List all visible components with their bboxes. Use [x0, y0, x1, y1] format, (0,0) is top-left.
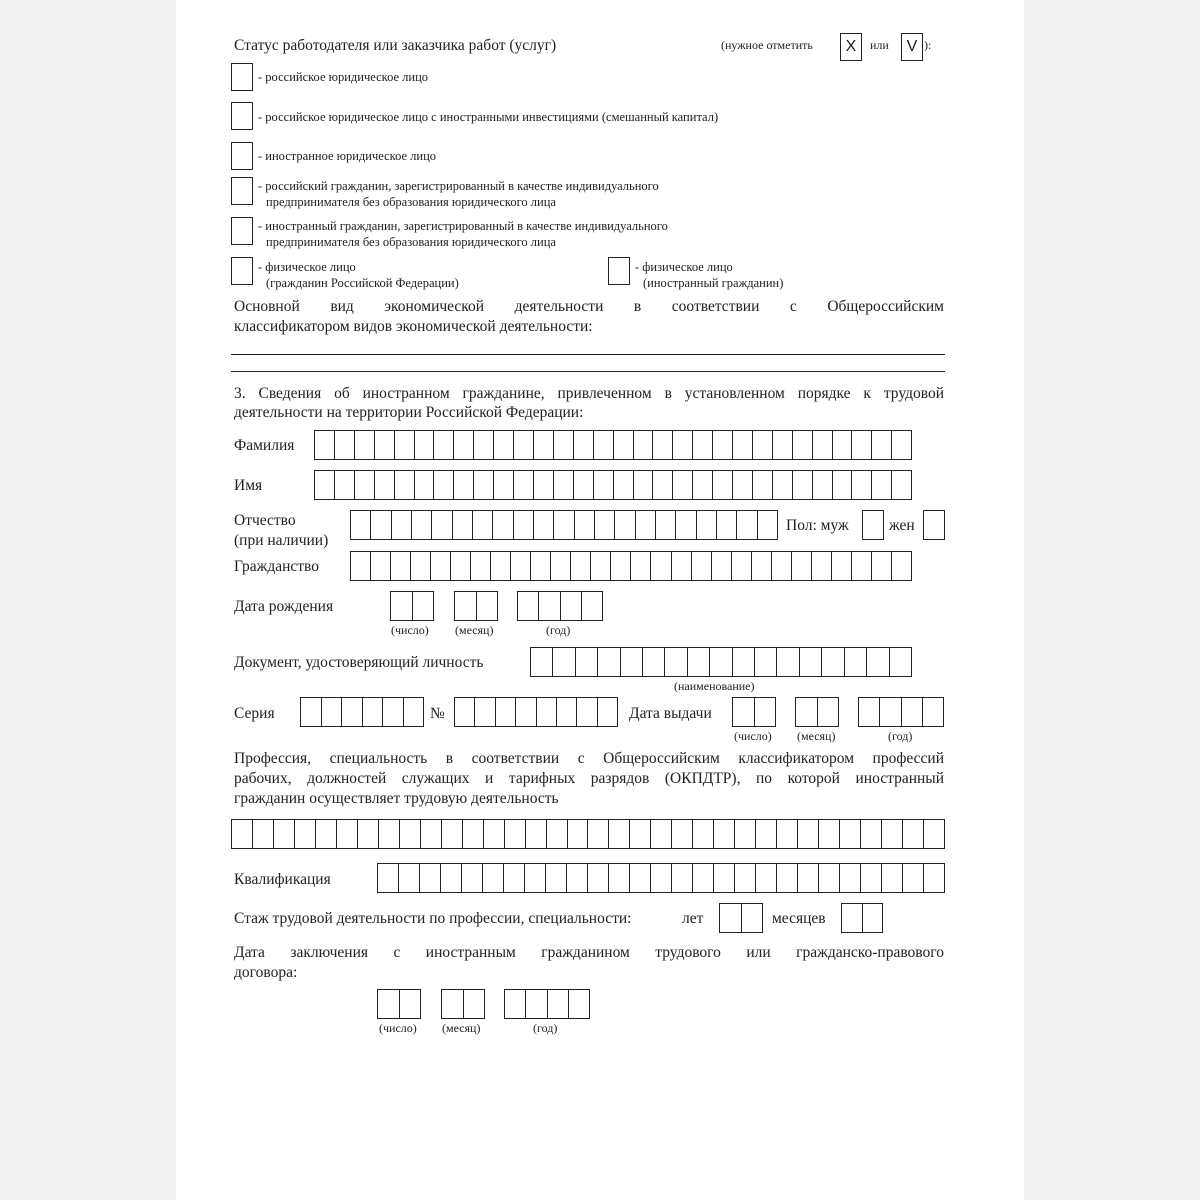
month-caption: (месяц)	[442, 1021, 481, 1035]
sex-female-label: жен	[889, 517, 915, 534]
contract-date-label-line2: договора:	[234, 964, 298, 981]
sex-label: Пол: муж	[786, 517, 849, 534]
status-option-label: - иностранное юридическое лицо	[258, 149, 437, 163]
patronymic-sublabel: (при наличии)	[234, 532, 329, 549]
day-caption: (число)	[391, 623, 429, 637]
status-option-label: предпринимателя без образования юридического лица	[266, 195, 556, 209]
status-option-label: (гражданин Российской Федерации)	[266, 276, 459, 290]
patronymic-label: Отчество	[234, 512, 296, 529]
id-doc-field[interactable]	[530, 647, 912, 677]
issue-date-day-field[interactable]	[732, 697, 776, 727]
status-checkbox-individual-russian[interactable]	[231, 257, 253, 285]
section3-heading-line2: деятельности на территории Российской Федерации:	[234, 404, 584, 421]
number-label: №	[430, 705, 445, 722]
birthdate-month-field[interactable]	[454, 591, 498, 621]
experience-years-field[interactable]	[719, 903, 763, 933]
status-option-label: - физическое лицо	[258, 260, 356, 274]
profession-label-line1: Профессия, специальность в соответствии с Общероссийским классификатором профессий	[234, 750, 944, 767]
birthdate-year-field[interactable]	[517, 591, 603, 621]
profession-field[interactable]	[231, 819, 945, 849]
status-option-label: - иностранный гражданин, зарегистрированный в качестве индивидуального	[258, 219, 668, 233]
mark-x-sample: X	[840, 33, 862, 61]
series-label: Серия	[234, 705, 275, 722]
status-option-label: - российское юридическое лицо	[258, 70, 429, 84]
contract-date-year-field[interactable]	[504, 989, 590, 1019]
status-title: Статус работодателя или заказчика работ (услуг)	[234, 37, 557, 54]
section3-heading-line1: 3. Сведения об иностранном гражданине, привлеченном в установленном порядке к трудовой	[234, 385, 944, 402]
name-label: Имя	[234, 477, 263, 494]
issue-date-year-field[interactable]	[858, 697, 944, 727]
patronymic-field[interactable]	[350, 510, 778, 540]
experience-months-label: месяцев	[772, 910, 826, 927]
sex-female-checkbox[interactable]	[923, 510, 945, 540]
citizenship-field[interactable]	[350, 551, 912, 581]
qualification-label: Квалификация	[234, 871, 331, 888]
birthdate-day-field[interactable]	[390, 591, 434, 621]
status-checkbox-foreign-entrepreneur[interactable]	[231, 217, 253, 245]
year-caption: (год)	[546, 623, 571, 637]
okved-input-line[interactable]	[231, 354, 945, 355]
experience-months-field[interactable]	[841, 903, 883, 933]
status-option-label: - физическое лицо	[635, 260, 733, 274]
sex-male-checkbox[interactable]	[862, 510, 884, 540]
profession-label-line3: гражданин осуществляет трудовую деятельность	[234, 790, 559, 807]
month-caption: (месяц)	[797, 729, 836, 743]
okved-label-line1: Основной вид экономической деятельности в соответствии с Общероссийским	[234, 298, 944, 315]
experience-label: Стаж трудовой деятельности по профессии, специальности:	[234, 910, 632, 927]
year-caption: (год)	[533, 1021, 558, 1035]
okved-label-line2: классификатором видов экономической деятельности:	[234, 318, 593, 335]
mark-hint-prefix: (нужное отметить	[721, 38, 813, 52]
status-checkbox-russian-legal-foreign-invest[interactable]	[231, 102, 253, 130]
id-doc-caption: (наименование)	[674, 679, 755, 693]
mark-or: или	[870, 38, 889, 52]
section-divider	[231, 371, 945, 372]
mark-hint-suffix: ):	[924, 38, 932, 52]
status-checkbox-foreign-legal[interactable]	[231, 142, 253, 170]
month-caption: (месяц)	[455, 623, 494, 637]
status-checkbox-russian-legal[interactable]	[231, 63, 253, 91]
experience-years-label: лет	[682, 910, 704, 927]
number-field[interactable]	[454, 697, 618, 727]
status-option-label: (иностранный гражданин)	[643, 276, 784, 290]
year-caption: (год)	[888, 729, 913, 743]
contract-date-label-line1: Дата заключения с иностранным гражданином трудового или гражданско-правового	[234, 944, 944, 961]
status-option-label: предпринимателя без образования юридического лица	[266, 235, 556, 249]
series-field[interactable]	[300, 697, 424, 727]
surname-label: Фамилия	[234, 437, 295, 454]
profession-label-line2: рабочих, должностей служащих и тарифных разрядов (ОКПДТР), по которой иностранный	[234, 770, 944, 787]
day-caption: (число)	[379, 1021, 417, 1035]
name-field[interactable]	[314, 470, 912, 500]
status-checkbox-individual-foreign[interactable]	[608, 257, 630, 285]
contract-date-month-field[interactable]	[441, 989, 485, 1019]
surname-field[interactable]	[314, 430, 912, 460]
contract-date-day-field[interactable]	[377, 989, 421, 1019]
issue-date-month-field[interactable]	[795, 697, 839, 727]
qualification-field[interactable]	[377, 863, 945, 893]
citizenship-label: Гражданство	[234, 558, 320, 575]
status-option-label: - российский гражданин, зарегистрированный в качестве индивидуального	[258, 179, 659, 193]
issue-date-label: Дата выдачи	[629, 705, 712, 722]
day-caption: (число)	[734, 729, 772, 743]
id-doc-label: Документ, удостоверяющий личность	[234, 654, 484, 671]
mark-v-sample: V	[901, 33, 923, 61]
status-checkbox-russian-entrepreneur[interactable]	[231, 177, 253, 205]
status-option-label: - российское юридическое лицо с иностранными инвестициями (смешанный капитал)	[258, 110, 719, 124]
birthdate-label: Дата рождения	[234, 598, 334, 615]
